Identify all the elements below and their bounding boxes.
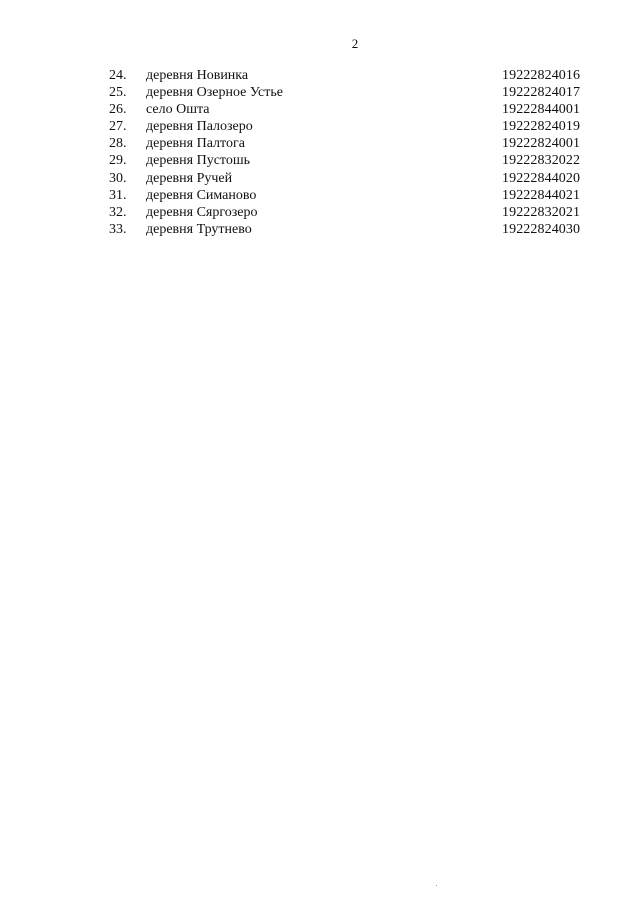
settlement-name: деревня Симаново (146, 187, 257, 203)
settlement-name: деревня Сяргозеро (146, 204, 258, 220)
list-item (0, 118, 640, 135)
settlement-name: деревня Ручей (146, 170, 233, 186)
scan-speck (436, 885, 437, 886)
oktmo-code: 19222824019 (502, 119, 581, 135)
list-item (0, 170, 640, 187)
oktmo-code: 19222844001 (502, 102, 581, 118)
item-number: 24. (109, 68, 127, 83)
item-number: 33. (109, 221, 127, 237)
item-number: 32. (109, 204, 127, 220)
settlement-name: деревня Озерное Устье (146, 85, 283, 101)
settlement-name: деревня Новинка (146, 68, 249, 83)
settlement-list (0, 67, 640, 238)
oktmo-code: 19222844021 (502, 187, 581, 203)
settlement-name: деревня Трутнево (146, 221, 252, 237)
item-number: 30. (109, 170, 127, 186)
list-item (0, 187, 640, 204)
oktmo-code: 19222824016 (502, 68, 581, 83)
item-number: 27. (109, 119, 127, 135)
list-item (0, 84, 640, 101)
list-item (0, 67, 640, 84)
settlement-name: село Ошта (146, 102, 210, 118)
oktmo-code: 19222844020 (502, 170, 581, 186)
settlement-name: деревня Палтога (146, 136, 245, 152)
item-number: 31. (109, 187, 127, 203)
oktmo-code: 19222832022 (502, 153, 581, 169)
oktmo-code: 19222824017 (502, 85, 581, 101)
list-item (0, 204, 640, 221)
list-item (0, 221, 640, 238)
settlement-name: деревня Пустошь (146, 153, 251, 169)
oktmo-code: 19222824030 (502, 221, 581, 237)
oktmo-code: 19222832021 (502, 204, 581, 220)
list-item (0, 101, 640, 118)
item-number: 25. (109, 85, 127, 101)
page-number: 2 (351, 36, 359, 51)
item-number: 28. (109, 136, 127, 152)
list-item (0, 135, 640, 152)
item-number: 26. (109, 102, 127, 118)
settlement-name: деревня Палозеро (146, 119, 253, 135)
oktmo-code: 19222824001 (502, 136, 581, 152)
list-item (0, 152, 640, 169)
item-number: 29. (109, 153, 127, 169)
